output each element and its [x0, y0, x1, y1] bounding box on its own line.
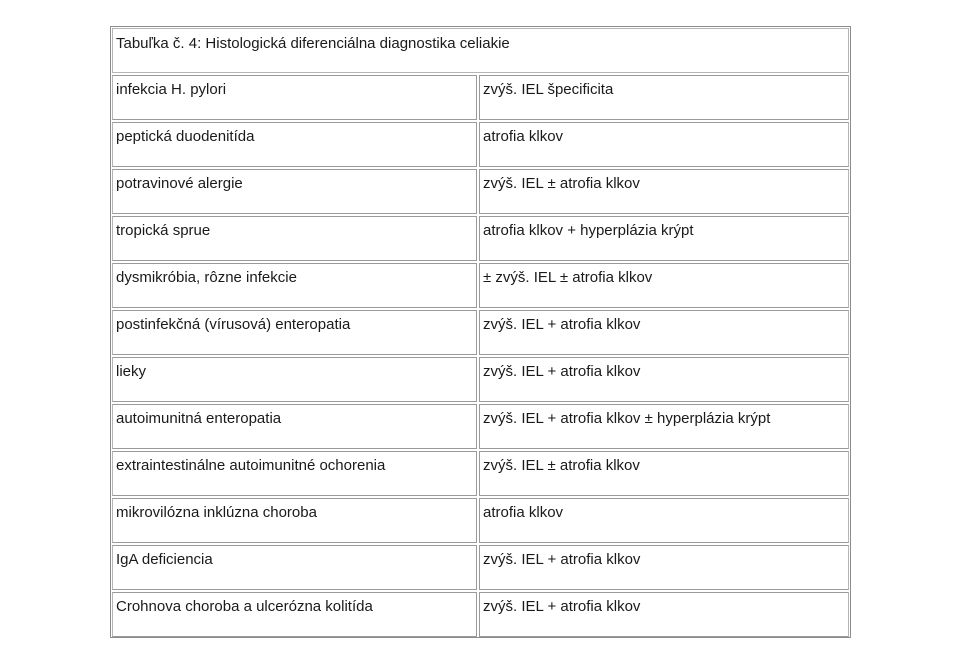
finding-cell: atrofia klkov + hyperplázia krýpt — [479, 216, 849, 261]
table-row — [112, 404, 849, 449]
table-row — [112, 75, 849, 120]
finding-cell: zvýš. IEL špecificita — [479, 75, 849, 120]
finding-cell: zvýš. IEL ± atrofia klkov — [479, 451, 849, 496]
condition-cell: postinfekčná (vírusová) enteropatia — [112, 310, 477, 355]
condition-cell: autoimunitná enteropatia — [112, 404, 477, 449]
finding-cell: zvýš. IEL + atrofia klkov — [479, 592, 849, 637]
finding-cell: zvýš. IEL + atrofia klkov ± hyperplázia krýpt — [479, 404, 849, 449]
table-row — [112, 498, 849, 543]
condition-cell: extraintestinálne autoimunitné ochorenia — [112, 451, 477, 496]
table-row — [112, 263, 849, 308]
condition-cell: peptická duodenitída — [112, 122, 477, 167]
condition-cell: infekcia H. pylori — [112, 75, 477, 120]
condition-cell: dysmikróbia, rôzne infekcie — [112, 263, 477, 308]
table-body — [112, 75, 849, 637]
finding-cell: zvýš. IEL + atrofia klkov — [479, 545, 849, 590]
finding-cell: zvýš. IEL + atrofia klkov — [479, 357, 849, 402]
condition-cell: mikrovilózna inklúzna choroba — [112, 498, 477, 543]
table-row — [112, 451, 849, 496]
table-row — [112, 216, 849, 261]
condition-cell: potravinové alergie — [112, 169, 477, 214]
finding-cell: atrofia klkov — [479, 122, 849, 167]
table-row — [112, 169, 849, 214]
differential-diagnosis-table — [110, 26, 851, 638]
condition-cell: IgA deficiencia — [112, 545, 477, 590]
table-row — [112, 122, 849, 167]
condition-cell: Crohnova choroba a ulcerózna kolitída — [112, 592, 477, 637]
table-row — [112, 592, 849, 637]
finding-cell: ± zvýš. IEL ± atrofia klkov — [479, 263, 849, 308]
table-row — [112, 545, 849, 590]
finding-cell: zvýš. IEL ± atrofia klkov — [479, 169, 849, 214]
condition-cell: lieky — [112, 357, 477, 402]
condition-cell: tropická sprue — [112, 216, 477, 261]
finding-cell: atrofia klkov — [479, 498, 849, 543]
table-title: Tabuľka č. 4: Histologická diferenciálna diagnostika celiakie — [112, 28, 849, 73]
table-row — [112, 357, 849, 402]
finding-cell: zvýš. IEL + atrofia klkov — [479, 310, 849, 355]
table-row — [112, 310, 849, 355]
